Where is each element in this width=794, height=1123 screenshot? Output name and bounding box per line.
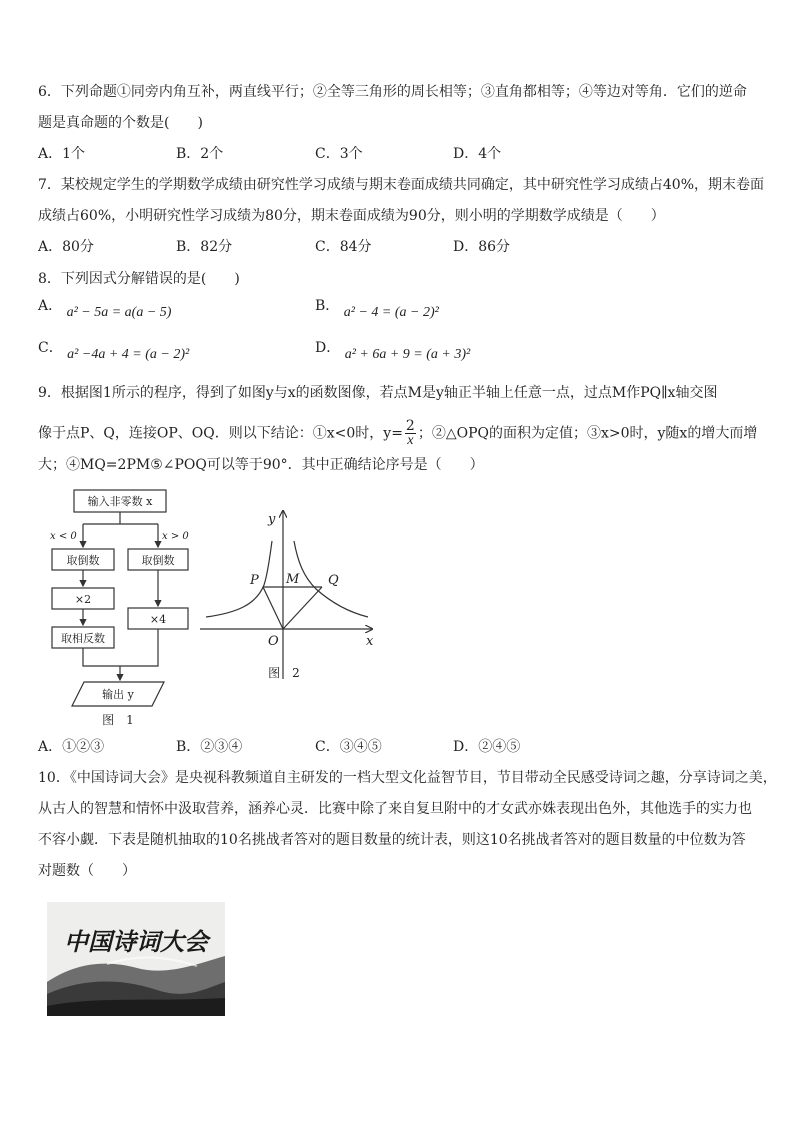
q9-option-d: D．②④⑤ [453,739,521,755]
flow-left-condition: x < 0 [50,531,77,542]
flow-output-label: 输出 y [102,688,134,701]
formula: a² + 6a + 9 = (a + 3)² [344,347,471,362]
y-axis-label: y [268,512,276,527]
q6-option-b: B．2个 [176,146,224,162]
point-p-label: P [250,573,259,588]
q8-option-d [315,340,471,365]
q10-line-1: 10．《中国诗词大会》是央视科教频道自主研发的一档大型文化益智节目，节目带动全民感受诗词之趣，分享诗词之美， [38,770,777,786]
flow-right-condition: x > 0 [162,531,189,542]
x-axis-label: x [366,634,374,649]
segment-op [263,587,283,629]
origin-label: O [268,634,279,649]
segment-oq [283,587,322,629]
q6-line-2: 题是真命题的个数是( ) [38,115,203,131]
formula: a² − 4 = (a − 2)² [343,305,439,320]
logo-text: 中国诗词大会 [64,927,208,956]
q6-option-c: C．3个 [315,146,363,162]
flow-right-step2: ×4 [149,613,167,626]
q9-line-2-start: 像于点P、Q，连接OP、OQ．则以下结论：①x<0时，y= [38,425,403,442]
q9-line-2-end: ；②△OPQ的面积为定值；③x>0时，y随x的增大而增 [417,425,758,442]
function-graph-figure [196,505,386,687]
q10-line-4: 对题数（ ） [38,863,136,879]
flow-left-step2: ×2 [74,593,92,606]
q7-option-d: D．86分 [453,239,511,255]
q10-line-3: 不容小觑．下表是随机抽取的10名挑战者答对的题目数量的统计表，则这10名挑战者答对的题目数量的中位数为答 [38,832,746,848]
option-label: C． [38,340,63,356]
q8-option-c [38,340,190,365]
poetry-conference-logo [47,902,225,1016]
q7-option-b: B．82分 [176,239,233,255]
point-m-label: M [286,572,300,587]
flow-left-step3: 取相反数 [61,632,105,645]
q6-option-a: A．1个 [38,146,86,162]
option-label: B． [315,298,340,314]
fraction [405,419,416,448]
flow-input-label: 输入非零数 x [87,495,153,508]
option-label: D． [315,340,341,356]
flow-left-step1: 取倒数 [66,554,100,567]
q6-line-1: 6．下列命题①同旁内角互补，两直线平行；②全等三角形的周长相等；③直角都相等；④等边对等角．它们的逆命 [38,84,747,100]
fraction-numerator: 2 [405,418,415,434]
q9-option-a: A．①②③ [38,739,105,755]
q9-line-3: 大；④MQ=2PM⑤∠POQ可以等于90°．其中正确结论序号是（ ） [38,457,484,473]
q9-option-c: C．③④⑤ [315,739,382,755]
q8-option-a [38,298,172,323]
figure-2-caption: 图 2 [268,666,300,680]
flowchart-figure [44,486,189,732]
point-q-label: Q [328,573,339,588]
q9-line-2 [38,419,757,448]
flow-right-step1: 取倒数 [141,554,175,567]
fraction-denominator: x [407,433,414,448]
q7-line-1: 7．某校规定学生的学期数学成绩由研究性学习成绩与期末卷面成绩共同确定，其中研究性学习成绩占40%，期末卷面 [38,177,765,193]
left-branch-curve [206,541,272,617]
q9-line-1: 9．根据图1所示的程序，得到了如图y与x的函数图像，若点M是y轴正半轴上任意一点，过点M作PQ∥x轴交图 [38,385,718,401]
q8-option-b [315,298,439,323]
q7-line-2: 成绩占60%，小明研究性学习成绩为80分，期末卷面成绩为90分，则小明的学期数学成绩是（ ） [38,208,665,224]
q9-option-b: B．②③④ [176,739,243,755]
q6-option-d: D．4个 [453,146,502,162]
option-label: A． [38,298,63,314]
formula: a² −4a + 4 = (a − 2)² [67,347,190,362]
figure-1-caption: 图 1 [102,713,134,727]
q7-option-c: C．84分 [315,239,372,255]
formula: a² − 5a = a(a − 5) [66,305,172,320]
q8-line-1: 8．下列因式分解错误的是( ) [38,271,240,287]
q10-line-2: 从古人的智慧和情怀中汲取营养，涵养心灵．比赛中除了来自复旦附中的才女武亦姝表现出色外，其他选手的实力也 [38,801,752,817]
q7-option-a: A．80分 [38,239,94,255]
